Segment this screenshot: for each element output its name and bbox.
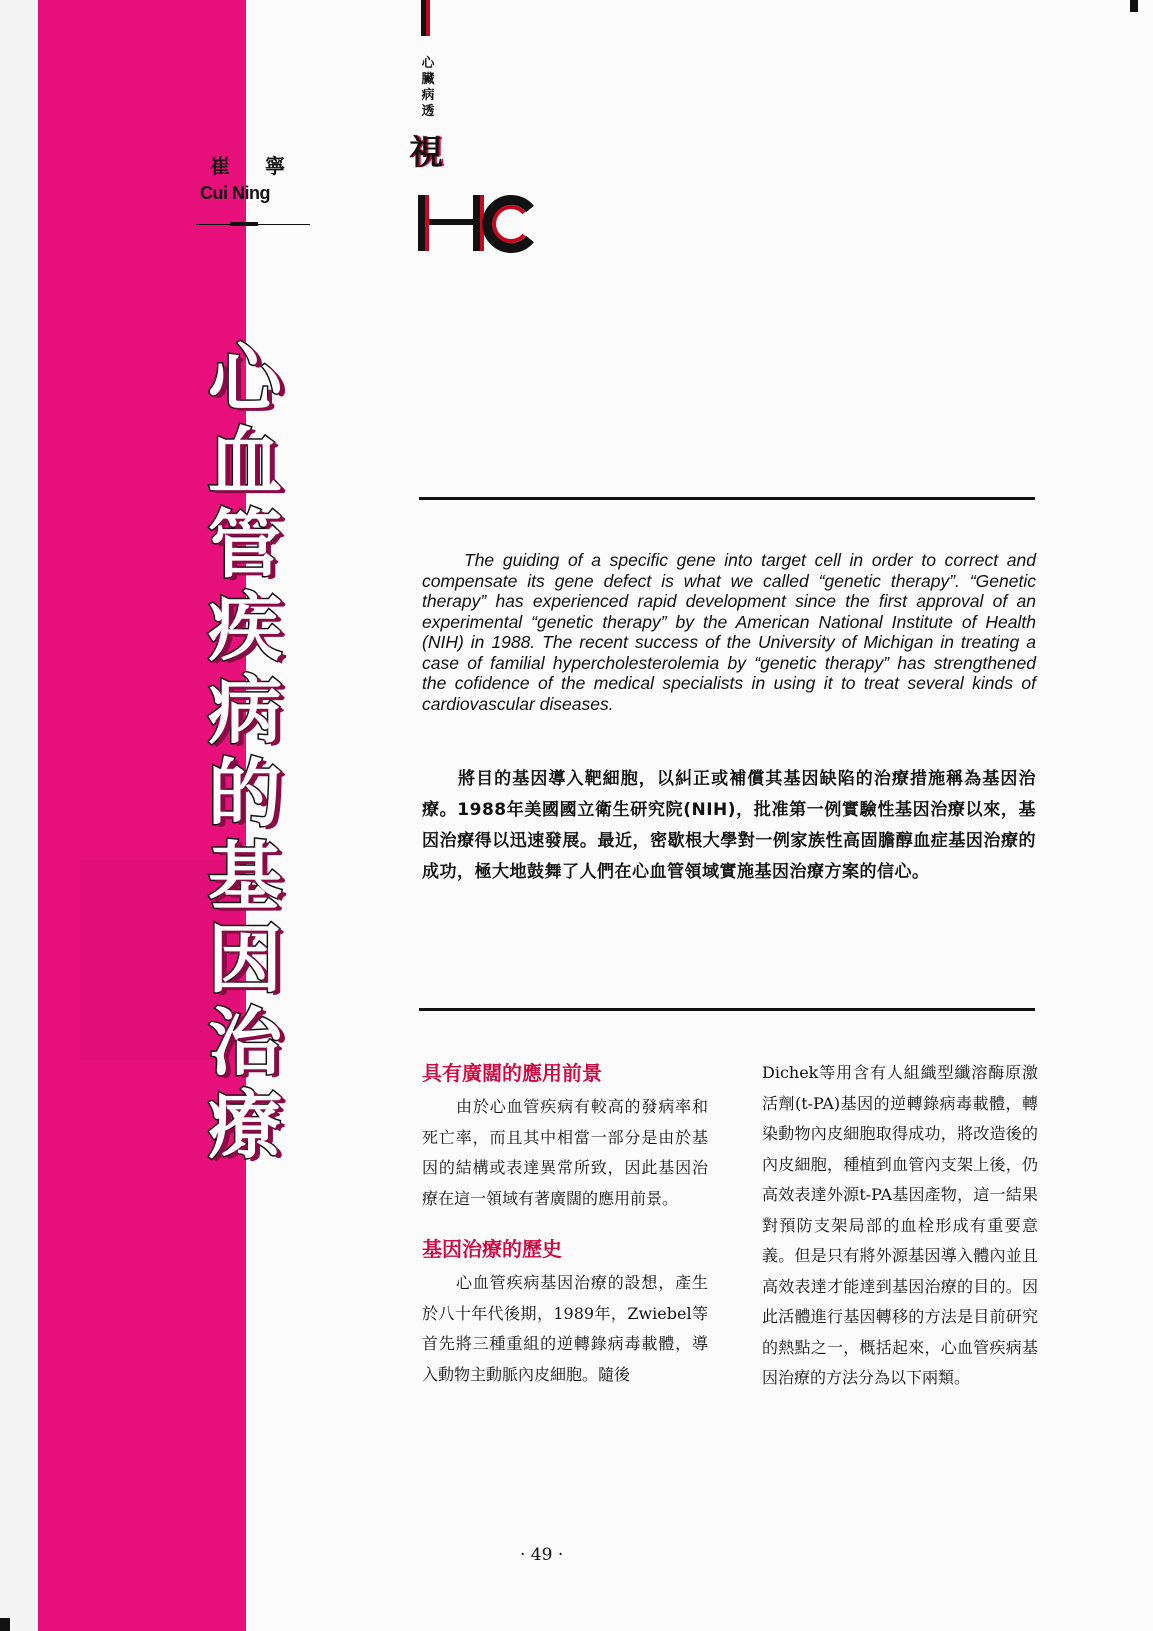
section-paragraph: Dichek等用含有人組織型纖溶酶原激活劑(t-PA)基因的逆轉錄病毒載體，轉染動物內皮細胞取得成功，將改造後的內皮細胞，種植到血管內支架上後，仍高效表達外源t-PA基因產物，這一結果對預防支架局部的血栓形成有重要意義。但是只有將外源基因導入體內並且高效表達才能達到基因治療的目的。因此活體進行基因轉移的方法是目前研究的熱點之一，概括起來，心血管疾病基因治療的方法分為以下兩類。 <box>762 1063 1038 1387</box>
author-underline-accent <box>230 222 258 226</box>
title-char: 心 <box>208 336 282 422</box>
title-char: 管 <box>208 502 282 588</box>
vertical-title <box>200 338 290 1168</box>
author-name-chinese: 崔 寧 <box>210 154 299 178</box>
title-char: 療 <box>208 1083 282 1169</box>
page-number: · 49 · <box>520 1545 564 1565</box>
author-block <box>200 150 299 204</box>
column-name-char: 病 <box>421 88 435 103</box>
divider-top <box>419 497 1035 500</box>
title-char: 疾 <box>208 585 282 671</box>
section-paragraph: 由於心血管疾病有較高的發病率和死亡率，而且其中相當一部分是由於基因的結構或表達異常所致，因此基因治療在這一領域有著廣闊的應用前景。 <box>422 1097 708 1208</box>
column-name-vertical <box>414 56 442 120</box>
divider-bottom <box>419 1008 1035 1011</box>
hc-logo-icon <box>418 195 542 255</box>
title-char: 的 <box>208 751 282 837</box>
section-heading: 基因治療的歷史 <box>422 1237 562 1261</box>
title-char: 血 <box>208 419 282 505</box>
title-char: 治 <box>208 1000 282 1086</box>
title-char: 因 <box>208 917 282 1003</box>
title-char: 基 <box>208 834 282 920</box>
section-heading: 具有廣闊的應用前景 <box>422 1061 602 1085</box>
column-name-big-char: 視 <box>409 133 443 173</box>
chinese-intro: 將目的基因導入靶細胞，以糾正或補償其基因缺陷的治療措施稱為基因治療。1988年美國國立衛生研究院(NIH)，批准第一例實驗性基因治療以來，基因治療得以迅速發展。最近，密歇根大學對一例家族性高固膽醇血症基因治療的成功，極大地鼓舞了人們在心血管領域實施基因治療方案的信心。 <box>422 769 1036 882</box>
column-marker-bar-red <box>426 0 430 36</box>
author-name-english: Cui Ning <box>200 183 270 203</box>
body-column-right <box>762 1058 1038 1394</box>
english-abstract: The guiding of a specific gene into target cell in order to correct and compensate its gene defect is what we called “genetic therapy”. “Genetic therapy” has experienced rapid development since the first approval of an experimental “genetic therapy” by the American National Institute of Health (NIH) in 1988. The recent success of the University of Michigan in treating a case of familial hypercholesterolemia by “genetic therapy” has strengthened the cofidence of the medical specialists in using it to treat several kinds of cardiovascular diseases. <box>422 550 1036 714</box>
page-left-margin <box>0 0 38 1631</box>
body-column-left <box>422 1058 708 1390</box>
scan-corner-mark <box>1130 0 1138 12</box>
column-name-char: 透 <box>421 104 435 119</box>
scan-foot-mark <box>0 1618 10 1631</box>
column-name-char: 心 <box>421 56 435 71</box>
section-paragraph: 心血管疾病基因治療的設想，產生於八十年代後期，1989年，Zwiebel等首先將三種重組的逆轉錄病毒載體，導入動物主動脈內皮細胞。隨後 <box>422 1273 708 1384</box>
column-name-char: 臟 <box>421 72 435 87</box>
title-char: 病 <box>208 668 282 754</box>
